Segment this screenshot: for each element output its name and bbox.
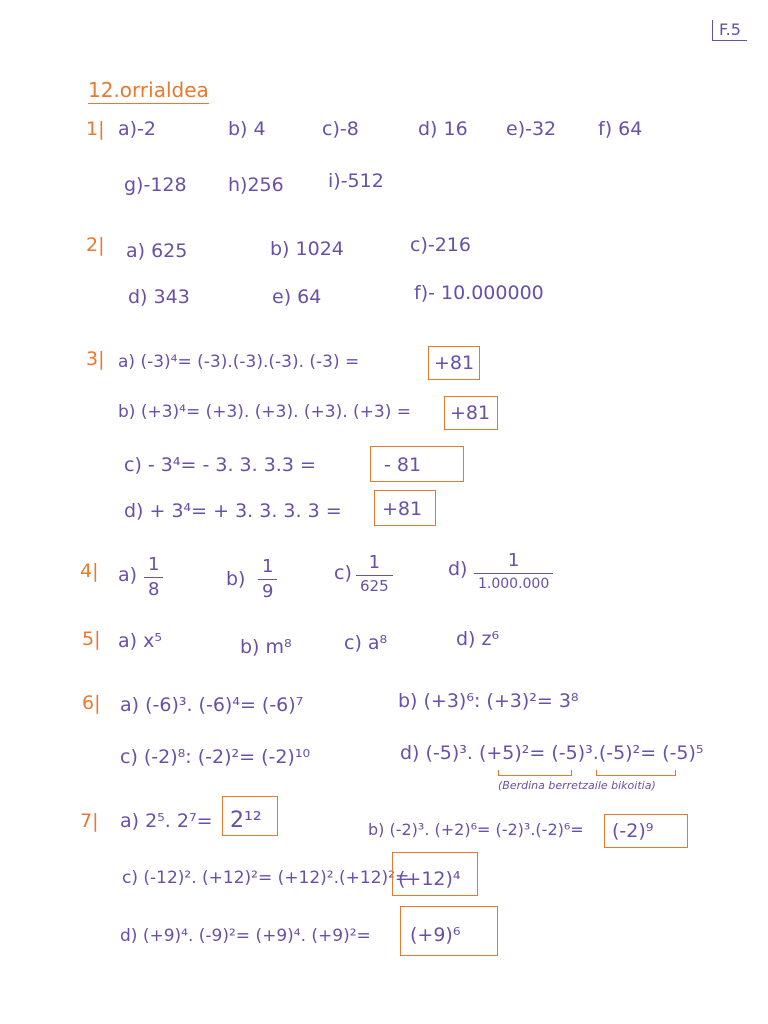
ex6-note-bracket-right bbox=[596, 770, 676, 776]
ex1-answer-h: h)256 bbox=[228, 174, 284, 196]
exercise-4-number: 4| bbox=[80, 560, 99, 582]
ex5-answer-a: a) x⁵ bbox=[118, 630, 162, 652]
exercise-7-number: 7| bbox=[80, 810, 99, 832]
ex7-line-d: d) (+9)⁴. (-9)²= (+9)⁴. (+9)²= bbox=[120, 926, 371, 946]
ex1-answer-b: b) 4 bbox=[228, 118, 266, 140]
ex2-answer-b: b) 1024 bbox=[270, 238, 344, 260]
ex3-line-d: d) + 3⁴= + 3. 3. 3. 3 = bbox=[124, 500, 342, 522]
ex4-fraction-d-denominator: 1.000.000 bbox=[478, 576, 550, 592]
page-tag: F.5 bbox=[712, 20, 747, 41]
ex6-line-b: b) (+3)⁶: (+3)²= 3⁸ bbox=[398, 690, 579, 712]
ex3-answer-b: +81 bbox=[450, 402, 491, 424]
ex3-line-c: c) - 3⁴= - 3. 3. 3.3 = bbox=[124, 454, 316, 476]
ex6-line-c: c) (-2)⁸: (-2)²= (-2)¹⁰ bbox=[120, 746, 311, 768]
exercise-6-number: 6| bbox=[82, 692, 101, 714]
ex4-fraction-c bbox=[356, 554, 393, 594]
ex6-line-d: d) (-5)³. (+5)²= (-5)³.(-5)²= (-5)⁵ bbox=[400, 742, 704, 764]
ex4-fraction-a-denominator: 8 bbox=[148, 579, 160, 600]
ex7-answer-c: (+12)⁴ bbox=[398, 868, 461, 890]
ex4-fraction-c-numerator: 1 bbox=[368, 552, 381, 573]
ex4-fraction-c-denominator: 625 bbox=[360, 577, 389, 595]
ex4-label-d: d) bbox=[448, 558, 468, 580]
ex7-line-a: a) 2⁵. 2⁷= bbox=[120, 810, 213, 832]
ex4-fraction-b-numerator: 1 bbox=[262, 556, 274, 577]
ex1-answer-a: a)-2 bbox=[118, 118, 156, 140]
ex1-answer-c: c)-8 bbox=[322, 118, 359, 140]
ex4-fraction-a-numerator: 1 bbox=[148, 554, 160, 575]
ex4-fraction-b bbox=[258, 558, 277, 601]
ex7-answer-a: 2¹² bbox=[230, 808, 262, 833]
ex5-answer-b: b) m⁸ bbox=[240, 636, 292, 658]
ex3-line-b: b) (+3)⁴= (+3). (+3). (+3). (+3) = bbox=[118, 402, 411, 422]
ex4-fraction-d-numerator: 1 bbox=[507, 550, 520, 571]
ex7-answer-d: (+9)⁶ bbox=[410, 924, 461, 946]
ex6-note-bracket-left bbox=[498, 770, 572, 776]
exercise-3-number: 3| bbox=[86, 348, 105, 370]
ex2-answer-f: f)- 10.000000 bbox=[414, 282, 544, 304]
ex3-answer-a: +81 bbox=[434, 352, 475, 374]
ex4-fraction-a bbox=[144, 556, 163, 599]
ex6-line-a: a) (-6)³. (-6)⁴= (-6)⁷ bbox=[120, 694, 304, 716]
page-title: 12.orrialdea bbox=[88, 78, 209, 102]
ex7-line-b: b) (-2)³. (+2)⁶= (-2)³.(-2)⁶= bbox=[368, 820, 584, 839]
ex3-line-a: a) (-3)⁴= (-3).(-3).(-3). (-3) = bbox=[118, 352, 360, 372]
ex5-answer-c: c) a⁸ bbox=[344, 632, 388, 654]
exercise-2-number: 2| bbox=[86, 234, 105, 256]
ex6-note: (Berdina berretzaile bikoitia) bbox=[498, 779, 656, 792]
ex4-fraction-d bbox=[474, 552, 553, 591]
ex1-answer-f: f) 64 bbox=[598, 118, 643, 140]
ex4-label-c: c) bbox=[334, 562, 352, 584]
ex7-answer-b: (-2)⁹ bbox=[612, 820, 654, 842]
ex4-fraction-b-denominator: 9 bbox=[262, 581, 274, 602]
ex5-answer-d: d) z⁶ bbox=[456, 628, 500, 650]
ex3-answer-c: - 81 bbox=[384, 454, 422, 476]
ex2-answer-e: e) 64 bbox=[272, 286, 322, 308]
ex4-label-a: a) bbox=[118, 564, 138, 586]
exercise-5-number: 5| bbox=[82, 628, 101, 650]
ex1-answer-e: e)-32 bbox=[506, 118, 557, 140]
ex2-answer-a: a) 625 bbox=[126, 240, 188, 262]
exercise-1-number: 1| bbox=[86, 118, 105, 140]
ex1-answer-i: i)-512 bbox=[328, 170, 384, 192]
ex7-line-c: c) (-12)². (+12)²= (+12)².(+12)²= bbox=[122, 868, 410, 888]
ex2-answer-d: d) 343 bbox=[128, 286, 190, 308]
ex3-answer-d: +81 bbox=[382, 498, 423, 520]
ex1-answer-d: d) 16 bbox=[418, 118, 468, 140]
ex1-answer-g: g)-128 bbox=[124, 174, 187, 196]
ex2-answer-c: c)-216 bbox=[410, 234, 471, 256]
ex4-label-b: b) bbox=[226, 568, 246, 590]
